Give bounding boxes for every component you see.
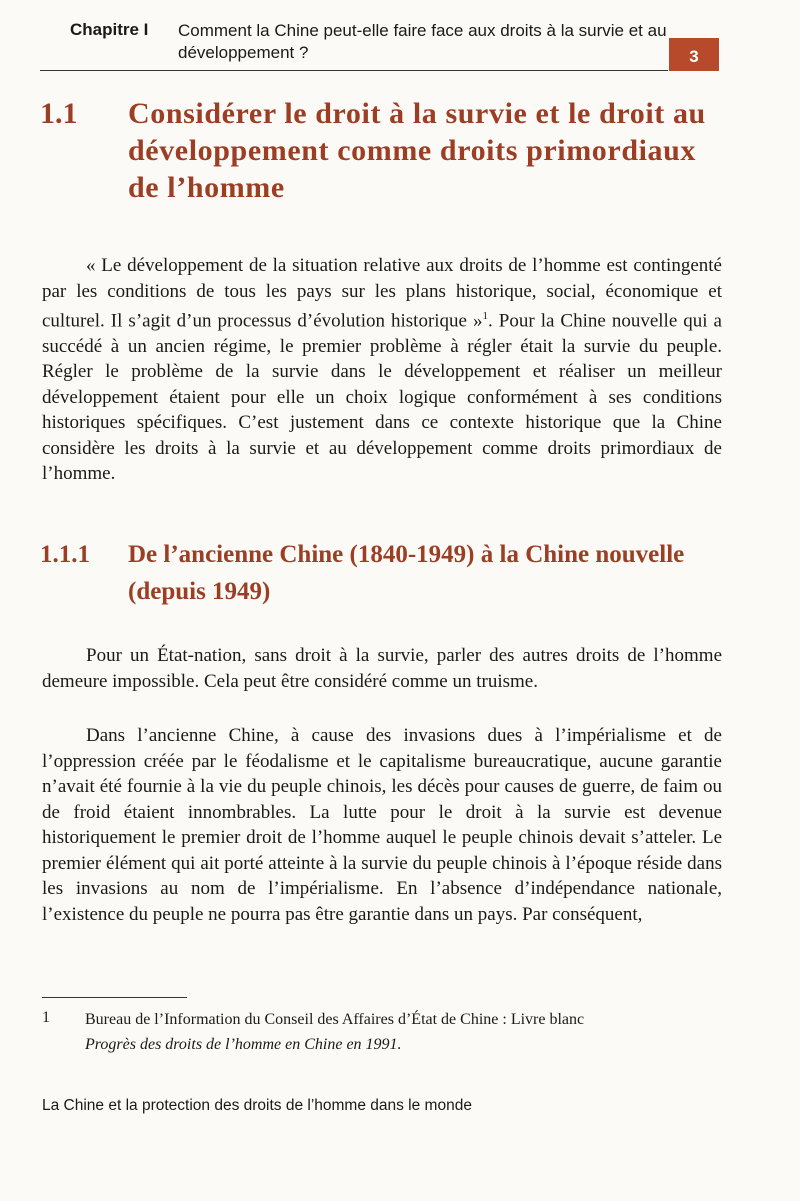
paragraph-truism-text: Pour un État-nation, sans droit à la survie, parler des autres droits de l’homme demeure impossible. Cela peut être considéré comme un truisme.: [42, 645, 722, 692]
paragraph-intro-quote: « Le développement de la situation relative aux droits de l’homme est contingenté par les conditions de tous les pays sur les plans historique, social, économique et culturel. Il s’agit d’un processus d’évolution historique »: [42, 255, 722, 332]
footnote-text: Bureau de l’Information du Conseil des Affaires d’État de Chine : Livre blanc: [85, 1011, 585, 1028]
footnote-rule: [42, 997, 187, 998]
paragraph-truism: [42, 643, 722, 694]
paragraph-intro: [42, 253, 722, 487]
chapter-label: Chapitre I: [70, 20, 149, 39]
paragraph-ancient-china-text: Dans l’ancienne Chine, à cause des invasions dues à l’impérialisme et de l’oppression créée par le féodalisme et le capitalisme bureaucratique, aucune garantie n’avait été fournie à la vie du peuple chinois, les décès pour causes de guerre, de faim ou de froid étaient innombrables. La lutte pour le droit à la survie est devenue historiquement le premier droit de l’homme auquel le peuple chinois devait s’atteler. Le premier élément qui ait porté atteinte à la survie du peuple chinois à l’époque réside dans les invasions au nom de l’impérialisme. En l’absence d’indépendance nationale, l’existence du peuple ne pourra pas être garantie dans un pays. Par conséquent,: [42, 725, 722, 925]
footnote-ref: 1: [482, 310, 489, 322]
footnote-number: 1: [42, 1009, 50, 1026]
subsection-number: 1.1.1: [40, 541, 90, 568]
paragraph-ancient-china: [42, 723, 722, 927]
chapter-title: Comment la Chine peut-elle faire face aux droits à la survie et au développement ?: [178, 21, 667, 62]
page-number-badge: 3: [669, 38, 719, 71]
subsection-title: De l’ancienne Chine (1840-1949) à la Chine nouvelle (depuis 1949): [128, 541, 685, 605]
running-footer: La Chine et la protection des droits de l’homme dans le monde: [42, 1097, 472, 1114]
footnote-title: Progrès des droits de l’homme en Chine en 1991.: [85, 1036, 402, 1053]
section-number: 1.1: [40, 97, 78, 130]
section-title: Considérer le droit à la survie et le droit au développement comme droits primordiaux de l’homme: [128, 97, 706, 204]
running-header: [40, 18, 720, 72]
paragraph-intro-rest: . Pour la Chine nouvelle qui a succédé à un ancien régime, le premier problème à régler était la survie du peuple. Régler le problème de la survie dans le développement et réaliser un meilleur développement étaient pour elle un choix logique conformément à ses conditions historiques spécifiques. C’est justement dans ce contexte historique que la Chine considère les droits à la survie et au développement comme droits primordiaux de l’homme.: [42, 310, 722, 485]
header-rule: [40, 70, 668, 71]
